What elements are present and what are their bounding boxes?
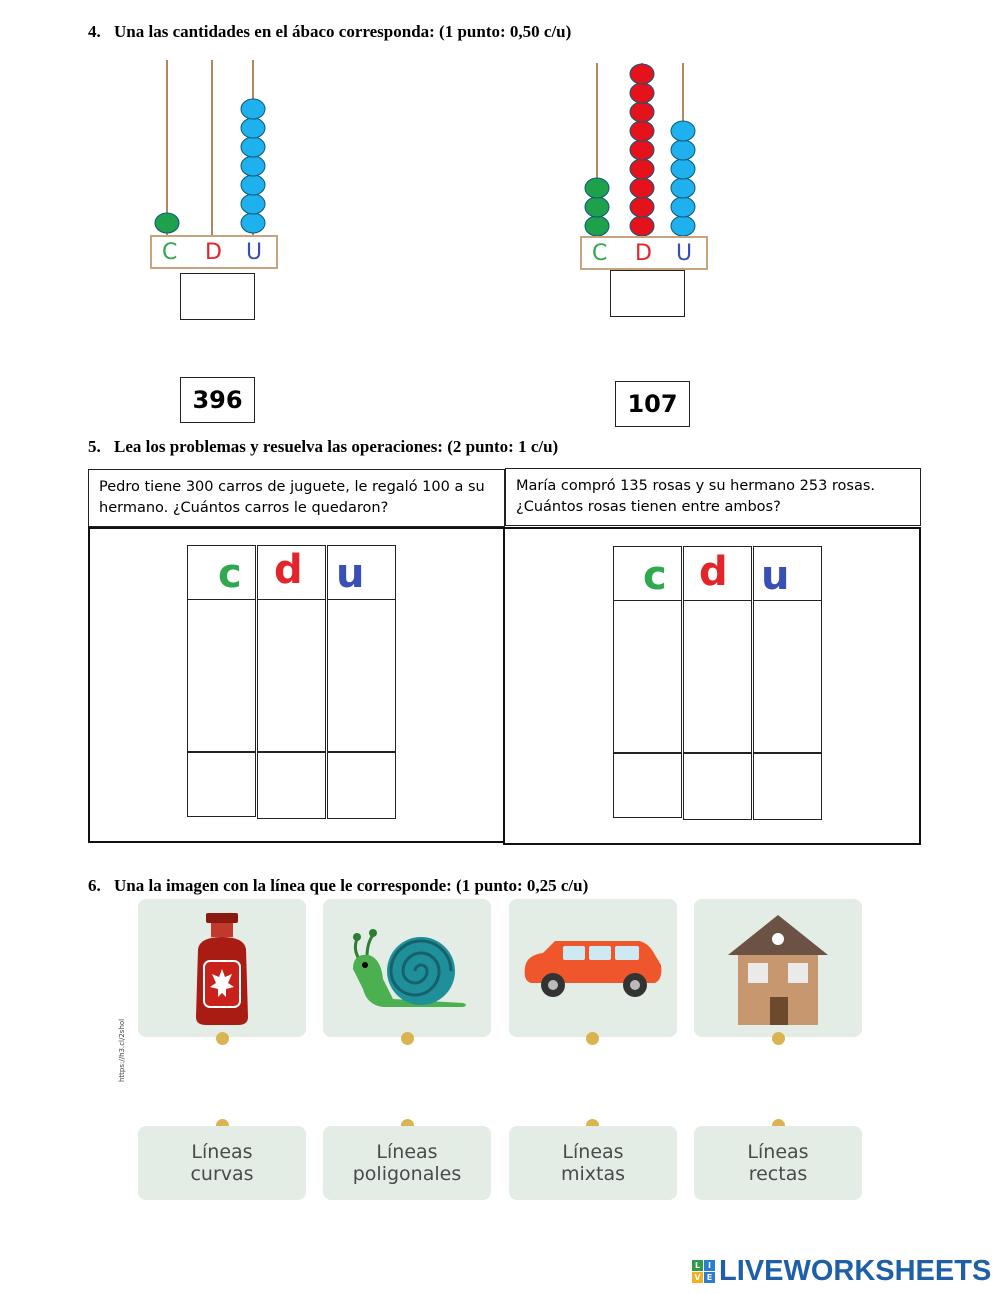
abacus-right-answer-box[interactable] [610, 270, 685, 317]
p1-operation-d[interactable] [257, 599, 326, 753]
q6-title [88, 876, 588, 896]
bottle-icon [138, 899, 306, 1037]
p2-operation-d[interactable] [683, 600, 752, 754]
bead-d [630, 121, 654, 141]
side-url: https://h3.cl/2shol [118, 1018, 126, 1082]
bead-u [671, 178, 695, 198]
q4-number: 4. [88, 22, 101, 41]
abacus-left-label-c: C [162, 240, 178, 265]
bead-u [671, 159, 695, 179]
label-card-rectas [694, 1126, 862, 1200]
bead-u [241, 99, 265, 119]
answer-option-396[interactable]: 396 [180, 377, 255, 423]
problem-2-work-area [503, 527, 921, 845]
q5-number: 5. [88, 437, 101, 456]
problem-1-text: Pedro tiene 300 carros de juguete, le regaló 100 a su hermano. ¿Cuántos carros le quedaron? [88, 469, 505, 527]
p1-result-c[interactable] [187, 751, 256, 817]
label-rectas: Líneas rectas [747, 1141, 809, 1185]
bead-u [671, 216, 695, 236]
p2-operation-c[interactable] [613, 600, 682, 754]
abacus-right [580, 58, 710, 278]
p1-result-u[interactable] [327, 751, 396, 819]
p2-result-c[interactable] [613, 752, 682, 818]
bead-c [585, 178, 609, 198]
bead-d [630, 83, 654, 103]
bead-d [630, 64, 654, 84]
bead-d [630, 102, 654, 122]
logo-letter-i: I [704, 1260, 715, 1271]
abacus-right-label-d: D [635, 241, 652, 266]
bead-c [585, 197, 609, 217]
abacus-left [150, 55, 280, 275]
bead-d [630, 216, 654, 236]
car-icon [509, 899, 677, 1037]
label-card-poligonales [323, 1126, 491, 1200]
bead-c [585, 216, 609, 236]
logo-mark-icon [692, 1260, 715, 1283]
p2-operation-u[interactable] [753, 600, 822, 754]
p2-result-u[interactable] [753, 752, 822, 820]
label-poligonales: Líneas poligonales [352, 1141, 462, 1185]
label-mixtas: Líneas mixtas [560, 1141, 626, 1185]
abacus-right-label-frame [580, 236, 708, 270]
q5-title [88, 437, 558, 457]
p2-result-d[interactable] [683, 752, 752, 820]
abacus-right-label-c: C [592, 241, 608, 266]
label-curvas: Líneas curvas [190, 1141, 254, 1185]
q6-number: 6. [88, 876, 101, 895]
bead-u [241, 175, 265, 195]
label-card-curvas [138, 1126, 306, 1200]
bead-u [241, 213, 265, 233]
p1-letter-u: u [336, 551, 365, 597]
logo-letter-e: E [704, 1272, 715, 1283]
p1-operation-c[interactable] [187, 599, 256, 753]
p1-operation-u[interactable] [327, 599, 396, 753]
dot-image-2[interactable] [401, 1032, 414, 1045]
bead-d [630, 178, 654, 198]
bead-u [241, 156, 265, 176]
p1-letter-c: c [218, 551, 242, 597]
image-card-bottle [138, 899, 306, 1037]
p1-result-d[interactable] [257, 751, 326, 819]
bead-u [671, 140, 695, 160]
p1-letter-d: d [274, 547, 303, 593]
q4-title-text: Una las cantidades en el ábaco corresponda: (1 punto: 0,50 c/u) [114, 22, 572, 41]
abacus-left-label-d: D [205, 240, 222, 265]
abacus-left-label-frame [150, 235, 278, 269]
abacus-left-label-u: U [246, 240, 263, 265]
q4-title [88, 22, 571, 42]
problem-1-work-area [88, 527, 505, 843]
bead-d [630, 159, 654, 179]
dot-image-3[interactable] [586, 1032, 599, 1045]
abacus-left-answer-box[interactable] [180, 273, 255, 320]
q5-title-text: Lea los problemas y resuelva las operaciones: (2 punto: 1 c/u) [114, 437, 559, 456]
image-card-house [694, 899, 862, 1037]
bead-d [630, 140, 654, 160]
answer-option-107[interactable]: 107 [615, 381, 690, 427]
problem-2-text: María compró 135 rosas y su hermano 253 rosas. ¿Cuántos rosas tienen entre ambos? [505, 468, 921, 526]
label-card-mixtas [509, 1126, 677, 1200]
dot-image-4[interactable] [772, 1032, 785, 1045]
bead-u [241, 118, 265, 138]
dot-image-1[interactable] [216, 1032, 229, 1045]
p2-letter-u: u [761, 553, 790, 599]
image-card-snail [323, 899, 491, 1037]
bead-u [671, 121, 695, 141]
brand-name: LIVEWORKSHEETS [719, 1254, 992, 1287]
bead-c [155, 213, 179, 233]
bead-u [241, 137, 265, 157]
logo-letter-v: V [692, 1272, 703, 1283]
bead-u [671, 197, 695, 217]
bead-d [630, 197, 654, 217]
bead-u [241, 194, 265, 214]
p2-letter-d: d [699, 549, 728, 595]
q6-title-text: Una la imagen con la línea que le corresponde: (1 punto: 0,25 c/u) [114, 876, 589, 895]
image-card-car [509, 899, 677, 1037]
logo-letter-l: L [692, 1260, 703, 1271]
liveworksheets-logo [692, 1256, 991, 1286]
abacus-right-label-u: U [676, 241, 693, 266]
snail-icon [323, 899, 491, 1037]
p2-letter-c: c [643, 553, 667, 599]
house-icon [694, 899, 862, 1037]
